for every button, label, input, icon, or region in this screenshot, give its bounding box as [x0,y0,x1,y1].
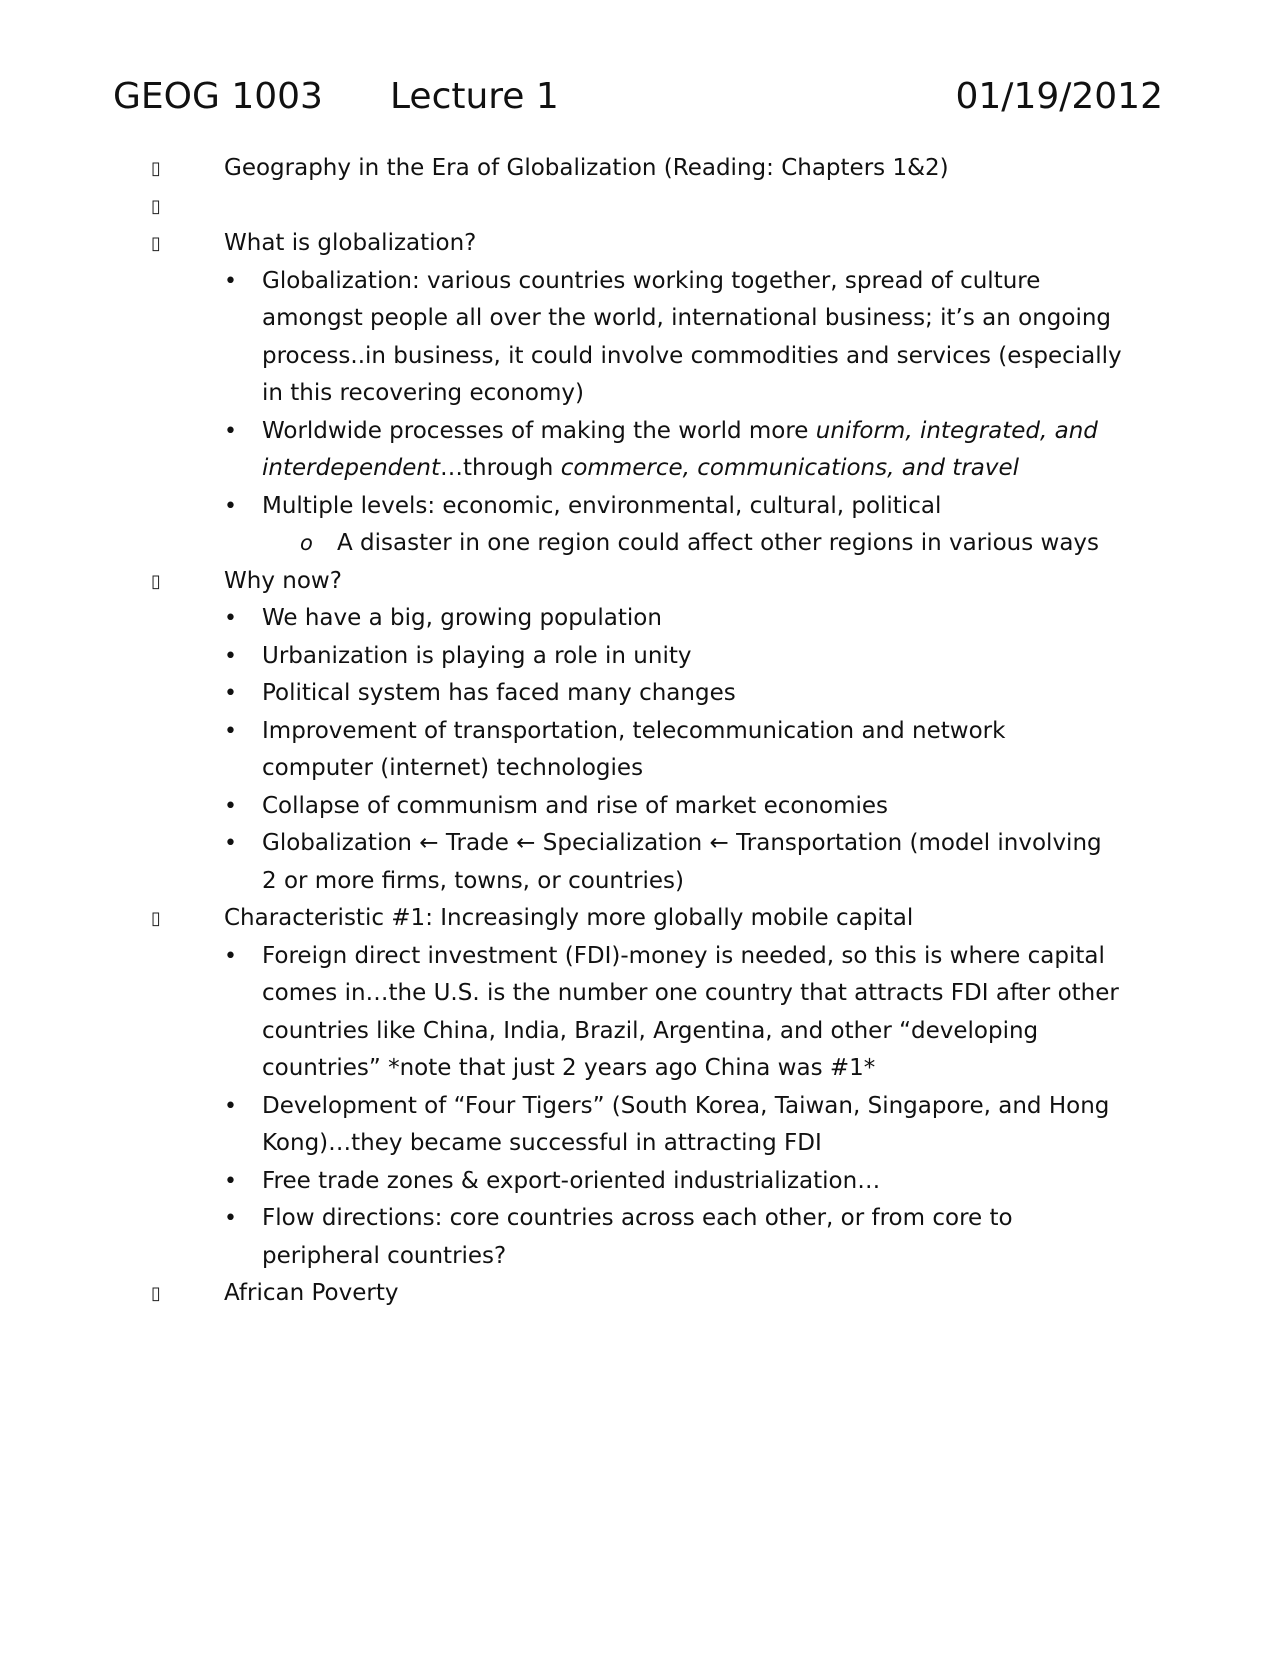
bullet-text: Development of “Four Tigers” (South Korea, Taiwan, Singapore, and Hong Kong)…they became successful in attracting FDI [262,1092,1110,1156]
bullet-item [0,713,1122,788]
filled-bullet-icon: • [224,606,237,631]
section-title: Geography in the Era of Globalization (Reading: Chapters 1&2) [224,155,949,181]
section-item [0,900,1280,938]
bullet-text-italic: uniform, integrated, and interdependent [262,417,1098,481]
square-box-icon: ▯ [151,195,161,217]
course-code: GEOG 1003 [113,76,323,117]
section-item [0,150,1280,188]
bullet-item [0,1163,1122,1201]
section-title: African Poverty [224,1280,399,1306]
square-box-icon: ▯ [151,1283,161,1304]
filled-bullet-icon: • [224,643,237,669]
section-item [0,563,1280,601]
filled-bullet-icon: • [224,493,237,519]
section-title: What is globalization? [224,230,477,256]
filled-bullet-icon: • [224,1168,237,1194]
bullet-text-italic: commerce, communications, and travel [560,455,1020,481]
filled-bullet-icon: • [224,681,237,706]
sub-bullet-item [0,525,1122,563]
bullet-text-part: Worldwide processes of making the world more [262,417,816,444]
bullet-text: Urbanization is playing a role in unity [262,642,692,669]
bullet-item [0,788,1122,826]
filled-bullet-icon: • [224,418,237,444]
bullet-item [0,1200,1122,1275]
filled-bullet-icon: • [224,718,237,744]
bullet-text: Political system has faced many changes [262,680,736,706]
lecture-date: 01/19/2012 [955,76,1163,117]
section-item-empty [0,188,1280,226]
bullet-text: Foreign direct investment (FDI)-money is needed, so this is where capital comes in…the U.S. is the number one country that attracts FDI after other countries like China, India, Brazil, Argentina, and other “developing countries” *note that just 2 years ago China was #1* [262,942,1119,1081]
bullet-text: Multiple levels: economic, environmental, cultural, political [262,492,942,519]
sub-bullet-text: A disaster in one region could affect other regions in various ways [337,530,1100,556]
lecture-notes [0,150,1280,1313]
bullet-item [0,825,1122,900]
section-title: Why now? [224,567,342,594]
bullet-item [0,1088,1122,1163]
bullet-text: Collapse of communism and rise of market economies [262,792,889,819]
bullet-item [0,600,1122,638]
square-box-icon: ▯ [151,233,161,254]
bullet-text: We have a big, growing population [262,605,662,631]
square-box-icon: ▯ [151,158,161,179]
bullet-text-part: …through [440,455,561,481]
section-title: Characteristic #1: Increasingly more globally mobile capital [224,905,914,931]
filled-bullet-icon: • [224,268,237,294]
section-item [0,225,1280,263]
bullet-text: Globalization: various countries working together, spread of culture amongst people all over the world, international business; it’s an ongoing process..in business, it could involve commodities and services (especially in this recovering economy) [262,267,1122,406]
filled-bullet-icon: • [224,793,237,819]
bullet-text: Free trade zones & export-oriented industrialization… [262,1167,881,1194]
bullet-item [0,638,1122,676]
square-box-icon: ▯ [151,908,161,929]
filled-bullet-icon: • [224,943,237,969]
bullet-item [0,488,1122,526]
bullet-item [0,413,1122,488]
filled-bullet-icon: • [224,831,237,856]
bullet-text: Flow directions: core countries across each other, or from core to peripheral countries? [262,1205,1013,1269]
filled-bullet-icon: • [224,1093,237,1119]
bullet-item [0,675,1122,713]
lecture-number: Lecture 1 [390,76,559,117]
bullet-item [0,263,1122,413]
section-item [0,1275,1280,1313]
bullet-item [0,938,1122,1088]
square-box-icon: ▯ [151,570,161,592]
bullet-text: Globalization ← Trade ← Specialization ← Transportation (model involving 2 or more firms, towns, or countries) [262,830,1102,894]
filled-bullet-icon: • [224,1206,237,1231]
bullet-text: Improvement of transportation, telecommunication and network computer (internet) technologies [262,717,1006,781]
document-header [113,74,1163,124]
letter-o-icon: o [300,531,313,555]
